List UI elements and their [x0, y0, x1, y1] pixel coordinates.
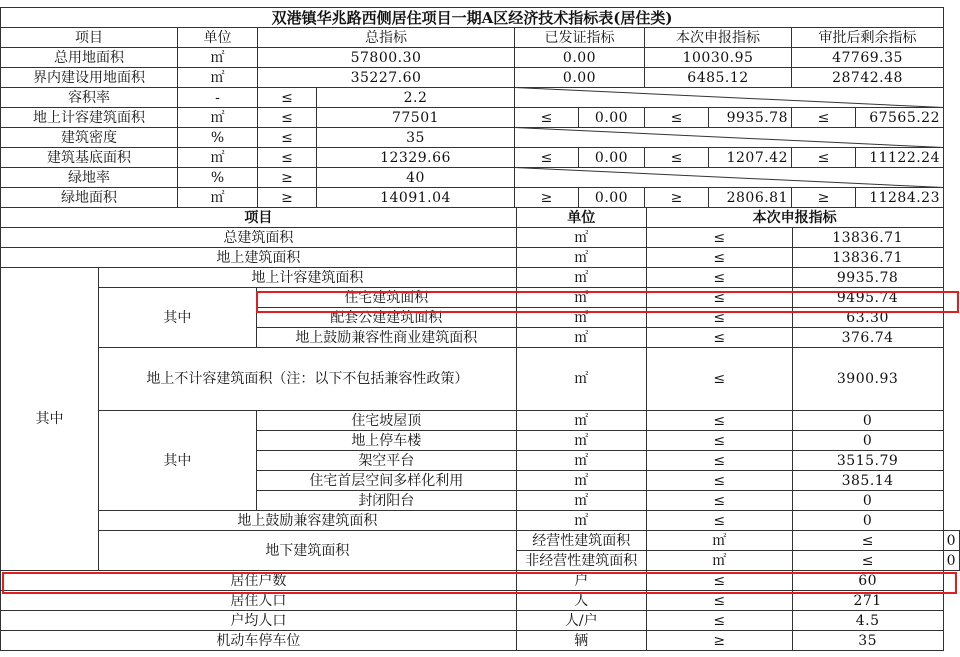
header-total: 总指标 — [258, 28, 515, 48]
row-item: 封闭阳台 — [256, 491, 516, 511]
table-row — [1, 571, 960, 591]
row-value: 376.74 — [792, 328, 943, 348]
row-unit: ㎡ — [516, 308, 646, 328]
row-current: 1207.42 — [709, 148, 792, 168]
row-op: ≤ — [646, 348, 792, 411]
row-value: 0 — [792, 491, 943, 511]
table-row — [1, 611, 960, 631]
table-row — [1, 348, 960, 411]
row-item: 地上计容建筑面积 — [1, 108, 178, 128]
row-issued: 0.00 — [579, 148, 645, 168]
row-unit: 辆 — [516, 631, 646, 651]
row-item: 住宅首层空间多样化利用 — [256, 471, 516, 491]
table-row — [1, 531, 960, 551]
row-unit: ㎡ — [516, 328, 646, 348]
row-item: 地上停车楼 — [256, 431, 516, 451]
table-row — [1, 268, 960, 288]
row-op: ≤ — [258, 88, 317, 108]
row-item: 建筑密度 — [1, 128, 178, 148]
row-value: 0 — [943, 531, 959, 551]
row-value: 0 — [792, 411, 943, 431]
row-issued: 0.00 — [579, 108, 645, 128]
row-value: 3900.93 — [792, 348, 943, 411]
row-item: 住宅建筑面积 — [256, 288, 516, 308]
row-total: 35227.60 — [258, 68, 515, 88]
row-unit: ㎡ — [516, 511, 646, 531]
row-issued-op: ≤ — [515, 108, 579, 128]
table-row — [1, 631, 960, 651]
row-total: 77501 — [317, 108, 515, 128]
row-current-op: ≥ — [645, 188, 709, 208]
row-op: ≤ — [646, 611, 792, 631]
row-remaining-op: ≤ — [792, 148, 856, 168]
table-row — [1, 228, 960, 248]
bottom-indicator-table — [0, 207, 960, 651]
row-item: 界内建设用地面积 — [1, 68, 178, 88]
table-row — [1, 88, 944, 108]
table-row — [1, 288, 960, 308]
header-unit: 单位 — [178, 28, 258, 48]
row-value: 0 — [792, 511, 943, 531]
row-item: 居住户数 — [1, 571, 517, 591]
row-item: 建筑基底面积 — [1, 148, 178, 168]
table-row — [1, 68, 944, 88]
row-unit: ㎡ — [516, 431, 646, 451]
row-unit: - — [178, 88, 258, 108]
bottom-header-row — [1, 208, 960, 228]
row-op: ≤ — [646, 411, 792, 431]
row-unit: ㎡ — [178, 188, 258, 208]
table-row — [1, 411, 960, 431]
row-value: 35 — [792, 631, 943, 651]
row-op: ≥ — [258, 188, 317, 208]
row-unit: ㎡ — [516, 411, 646, 431]
row-unit: ㎡ — [178, 148, 258, 168]
row-item: 住宅坡屋顶 — [256, 411, 516, 431]
row-unit: ㎡ — [516, 491, 646, 511]
row-item: 配套公建建筑面积 — [256, 308, 516, 328]
table-row — [1, 168, 944, 188]
row-item: 非经营性建筑面积 — [516, 551, 646, 571]
table-row — [1, 148, 944, 168]
row-unit: % — [178, 128, 258, 148]
row-op: ≤ — [646, 491, 792, 511]
row-op: ≤ — [646, 571, 792, 591]
row-op: ≤ — [646, 288, 792, 308]
row-unit: ㎡ — [516, 228, 646, 248]
row-unit: ㎡ — [646, 551, 792, 571]
row-current: 6485.12 — [645, 68, 792, 88]
row-issued-op: ≥ — [515, 188, 579, 208]
row-op: ≥ — [258, 168, 317, 188]
row-op: ≤ — [258, 108, 317, 128]
table-row — [1, 48, 944, 68]
row-unit: ㎡ — [646, 531, 792, 551]
row-value: 63.30 — [792, 308, 943, 328]
row-op: ≤ — [646, 308, 792, 328]
row-value: 13836.71 — [792, 248, 943, 268]
row-value: 385.14 — [792, 471, 943, 491]
row-value: 4.5 — [792, 611, 943, 631]
header-unit: 单位 — [516, 208, 646, 228]
top-header-row — [1, 28, 944, 48]
row-remaining: 11122.24 — [856, 148, 944, 168]
group-label-underground: 地下建筑面积 — [98, 531, 516, 571]
row-item: 地上鼓励兼容建筑面积 — [98, 511, 516, 531]
group-label-inner-a: 其中 — [98, 288, 256, 348]
row-remaining: 28742.48 — [792, 68, 944, 88]
row-value: 9495.74 — [792, 288, 943, 308]
row-unit: ㎡ — [516, 471, 646, 491]
row-unit: ㎡ — [516, 248, 646, 268]
row-value: 9935.78 — [792, 268, 943, 288]
row-item: 居住人口 — [1, 591, 517, 611]
header-issued: 已发证指标 — [515, 28, 645, 48]
row-value: 3515.79 — [792, 451, 943, 471]
row-issued-op: ≤ — [515, 148, 579, 168]
row-total: 57800.30 — [258, 48, 515, 68]
table-row — [1, 188, 944, 208]
row-item: 绿地面积 — [1, 188, 178, 208]
row-item: 容积率 — [1, 88, 178, 108]
group-label-inner-b: 其中 — [98, 411, 256, 511]
row-op: ≤ — [258, 148, 317, 168]
row-item: 架空平台 — [256, 451, 516, 471]
row-unit: ㎡ — [178, 68, 258, 88]
table-row — [1, 108, 944, 128]
row-op: ≤ — [646, 248, 792, 268]
row-value: 13836.71 — [792, 228, 943, 248]
row-value: 271 — [792, 591, 943, 611]
table-title: 双港镇华兆路西侧居住项目一期A区经济技术指标表(居住类) — [1, 8, 944, 28]
table-row — [1, 128, 944, 148]
row-value: 0 — [792, 431, 943, 451]
top-indicator-table — [0, 7, 944, 208]
row-total: 35 — [317, 128, 515, 148]
header-item: 项目 — [1, 28, 178, 48]
header-item: 项目 — [1, 208, 517, 228]
row-unit: ㎡ — [516, 288, 646, 308]
row-item: 地上建筑面积 — [1, 248, 517, 268]
row-item: 地上计容建筑面积 — [98, 268, 516, 288]
row-unit: ㎡ — [178, 48, 258, 68]
row-op: ≤ — [646, 451, 792, 471]
blank-cell — [515, 88, 944, 108]
row-op: ≤ — [646, 471, 792, 491]
row-current: 2806.81 — [709, 188, 792, 208]
row-total: 14091.04 — [317, 188, 515, 208]
row-unit: ㎡ — [516, 268, 646, 288]
group-label-outer: 其中 — [1, 268, 99, 571]
blank-cell — [515, 128, 944, 148]
row-op: ≥ — [646, 631, 792, 651]
row-unit: 人 — [516, 591, 646, 611]
row-remaining-op: ≥ — [792, 188, 856, 208]
row-op: ≤ — [646, 511, 792, 531]
row-item: 绿地率 — [1, 168, 178, 188]
row-total: 2.2 — [317, 88, 515, 108]
table-row — [1, 591, 960, 611]
row-current: 10030.95 — [645, 48, 792, 68]
blank-cell — [515, 168, 944, 188]
row-unit: ㎡ — [178, 108, 258, 128]
row-item: 地上不计容建筑面积（注：以下不包括兼容性政策） — [98, 348, 516, 411]
row-remaining: 47769.35 — [792, 48, 944, 68]
row-item: 经营性建筑面积 — [516, 531, 646, 551]
header-current: 本次申报指标 — [645, 28, 792, 48]
row-total: 12329.66 — [317, 148, 515, 168]
row-current-op: ≤ — [645, 148, 709, 168]
row-unit: % — [178, 168, 258, 188]
row-op: ≤ — [258, 128, 317, 148]
row-op: ≤ — [646, 328, 792, 348]
table-row — [1, 511, 960, 531]
row-remaining: 67565.22 — [856, 108, 944, 128]
row-unit: 人/户 — [516, 611, 646, 631]
row-item: 机动车停车位 — [1, 631, 517, 651]
row-op: ≤ — [646, 591, 792, 611]
row-unit: ㎡ — [516, 348, 646, 411]
row-item: 地上鼓励兼容性商业建筑面积 — [256, 328, 516, 348]
table-row — [1, 248, 960, 268]
row-item: 户均人口 — [1, 611, 517, 631]
row-op: ≤ — [646, 228, 792, 248]
row-issued: 0.00 — [515, 68, 645, 88]
row-total: 40 — [317, 168, 515, 188]
row-current-op: ≤ — [645, 108, 709, 128]
header-current: 本次申报指标 — [646, 208, 943, 228]
row-unit: ㎡ — [516, 451, 646, 471]
row-remaining-op: ≤ — [792, 108, 856, 128]
row-issued: 0.00 — [579, 188, 645, 208]
row-current: 9935.78 — [709, 108, 792, 128]
row-op: ≤ — [792, 551, 943, 571]
row-remaining: 11284.23 — [856, 188, 944, 208]
row-item: 总用地面积 — [1, 48, 178, 68]
row-op: ≤ — [646, 268, 792, 288]
row-item: 总建筑面积 — [1, 228, 517, 248]
row-op: ≤ — [792, 531, 943, 551]
row-value: 60 — [792, 571, 943, 591]
row-issued: 0.00 — [515, 48, 645, 68]
header-remaining: 审批后剩余指标 — [792, 28, 944, 48]
row-unit: 户 — [516, 571, 646, 591]
row-op: ≤ — [646, 431, 792, 451]
row-value: 0 — [943, 551, 959, 571]
